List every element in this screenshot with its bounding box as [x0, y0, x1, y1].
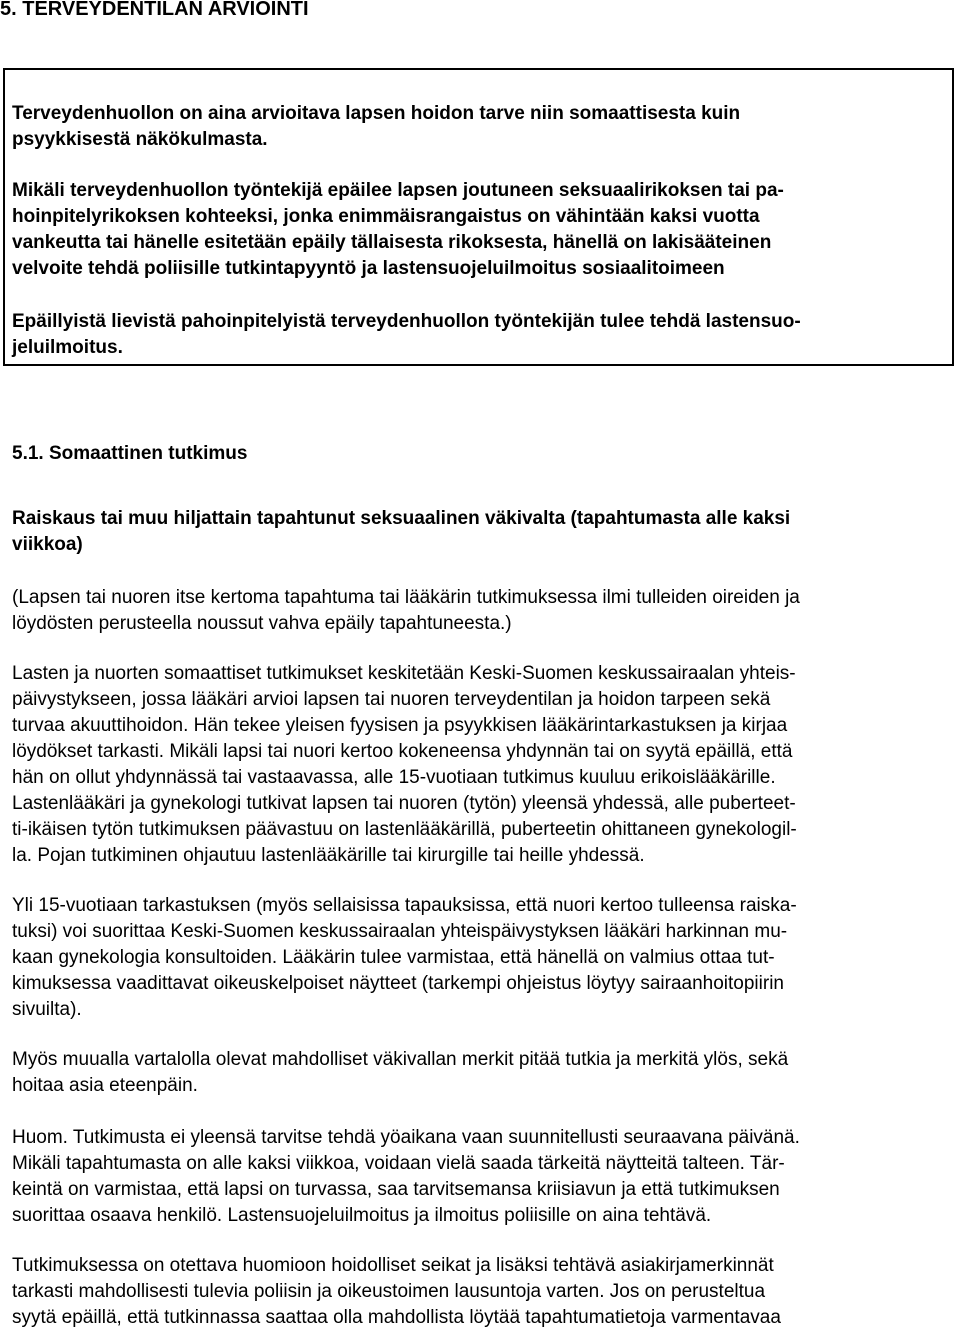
- text-line: Myös muualla vartalolla olevat mahdolliset väkivallan merkit pitää tutkia ja merkitä ylös, sekä: [12, 1049, 789, 1070]
- text-line: löydökset tarkasti. Mikäli lapsi tai nuori kertoo kokeneensa yhdynnän tai on syytä epäillä, että: [12, 741, 793, 762]
- text-line: keintä on varmistaa, että lapsi on turvassa, saa tarvitsemansa kriisiavun ja että tutkimuksen: [12, 1179, 780, 1200]
- text-line: Mikäli tapahtumasta on alle kaksi viikkoa, voidaan vielä saada tärkeitä näytteitä talteen. Tär-: [12, 1153, 785, 1174]
- text-line: vankeutta tai hänelle esitetään epäily tällaisesta rikoksesta, hänellä on lakisääteinen: [12, 232, 772, 253]
- subsection-heading-5-1: [12, 441, 247, 467]
- text-line: 5.1. Somaattinen tutkimus: [12, 443, 248, 464]
- text-line: Mikäli terveydenhuollon työntekijä epäilee lapsen joutuneen seksuaalirikoksen tai pa-: [12, 180, 784, 201]
- body-paragraph-1: [12, 585, 800, 637]
- body-paragraph-5: [12, 1125, 800, 1229]
- text-line: Terveydenhuollon on aina arvioitava lapsen hoidon tarve niin somaattisesta kuin: [12, 103, 741, 124]
- text-line: hän on ollut yhdynnässä tai vastaavassa, alle 15-vuotiaan tutkimus kuuluu erikoislääkärille.: [12, 767, 776, 788]
- text-line: turvaa akuuttihoidon. Hän tekee yleisen fyysisen ja psyykkisen lääkärintarkastuksen ja kirjaa: [12, 715, 788, 736]
- text-line: löydösten perusteella noussut vahva epäily tapahtuneesta.): [12, 613, 512, 634]
- text-line: psyykkisestä näkökulmasta.: [12, 129, 268, 150]
- text-line: Yli 15-vuotiaan tarkastuksen (myös sellaisissa tapauksissa, että nuori kertoo tulleensa raiska-: [12, 895, 797, 916]
- notice-paragraph-1: [12, 101, 740, 153]
- text-line: ti-ikäisen tytön tutkimuksen päävastuu on lastenlääkärillä, puberteetin ohittaneen gynekologil-: [12, 819, 797, 840]
- text-line: tuksi) voi suorittaa Keski-Suomen keskussairaalan yhteispäivystyksen lääkäri harkinnan mu-: [12, 921, 788, 942]
- notice-paragraph-2: [12, 178, 784, 282]
- text-line: (Lapsen tai nuoren itse kertoma tapahtuma tai lääkärin tutkimuksessa ilmi tulleiden oireiden ja: [12, 587, 800, 608]
- text-line: syytä epäillä, että tutkinnassa saattaa olla mahdollista löytää tapahtumatietoja varmentavaa: [12, 1307, 781, 1328]
- text-line: hoitaa asia eteenpäin.: [12, 1075, 198, 1096]
- text-line: sivuilta).: [12, 999, 82, 1020]
- text-line: Raiskaus tai muu hiljattain tapahtunut seksuaalinen väkivalta (tapahtumasta alle kaksi: [12, 508, 791, 529]
- body-paragraph-2: [12, 661, 797, 869]
- text-line: kimuksessa vaadittavat oikeuskelpoiset näytteet (tarkempi ohjeistus löytyy sairaanhoitopiirin: [12, 973, 784, 994]
- text-line: tarkasti mahdollisesti tulevia poliisin ja oikeustoimen lausuntoja varten. Jos on perusteltua: [12, 1281, 766, 1302]
- section-heading-5: 5. TERVEYDENTILAN ARVIOINTI: [0, 0, 309, 20]
- text-line: Tutkimuksessa on otettava huomioon hoidolliset seikat ja lisäksi tehtävä asiakirjamerkinnät: [12, 1255, 774, 1276]
- text-line: suorittaa osaava henkilö. Lastensuojeluilmoitus ja ilmoitus poliisille on aina tehtävä.: [12, 1205, 712, 1226]
- text-line: Lastenlääkäri ja gynekologi tutkivat lapsen tai nuoren (tytön) yleensä yhdessä, alle puberteet-: [12, 793, 796, 814]
- text-line: Huom. Tutkimusta ei yleensä tarvitse tehdä yöaikana vaan suunnitellusti seuraavana päivänä.: [12, 1127, 800, 1148]
- text-line: Epäillyistä lievistä pahoinpitelyistä terveydenhuollon työntekijän tulee tehdä lastensuo-: [12, 311, 801, 332]
- text-line: viikkoa): [12, 534, 83, 555]
- text-line: hoinpitelyrikoksen kohteeksi, jonka enimmäisrangaistus on vähintään kaksi vuotta: [12, 206, 760, 227]
- body-paragraph-3: [12, 893, 797, 1023]
- notice-paragraph-3: [12, 309, 801, 361]
- body-paragraph-6: [12, 1253, 781, 1331]
- body-paragraph-4: [12, 1047, 788, 1099]
- text-line: päivystykseen, jossa lääkäri arvioi lapsen tai nuoren terveydentilan ja hoidon tarpeen sekä: [12, 689, 771, 710]
- text-line: Lasten ja nuorten somaattiset tutkimukset keskitetään Keski-Suomen keskussairaalan yhteis-: [12, 663, 796, 684]
- text-line: la. Pojan tutkiminen ohjautuu lastenlääkärille tai kirurgille tai heille yhdessä.: [12, 845, 645, 866]
- text-line: jeluilmoitus.: [12, 337, 123, 358]
- topic-heading: [12, 506, 790, 558]
- text-line: kaan gynekologia konsultoiden. Lääkärin tulee varmistaa, että hänellä on valmius ottaa tut-: [12, 947, 775, 968]
- text-line: velvoite tehdä poliisille tutkintapyyntö ja lastensuojeluilmoitus sosiaalitoimeen: [12, 258, 725, 279]
